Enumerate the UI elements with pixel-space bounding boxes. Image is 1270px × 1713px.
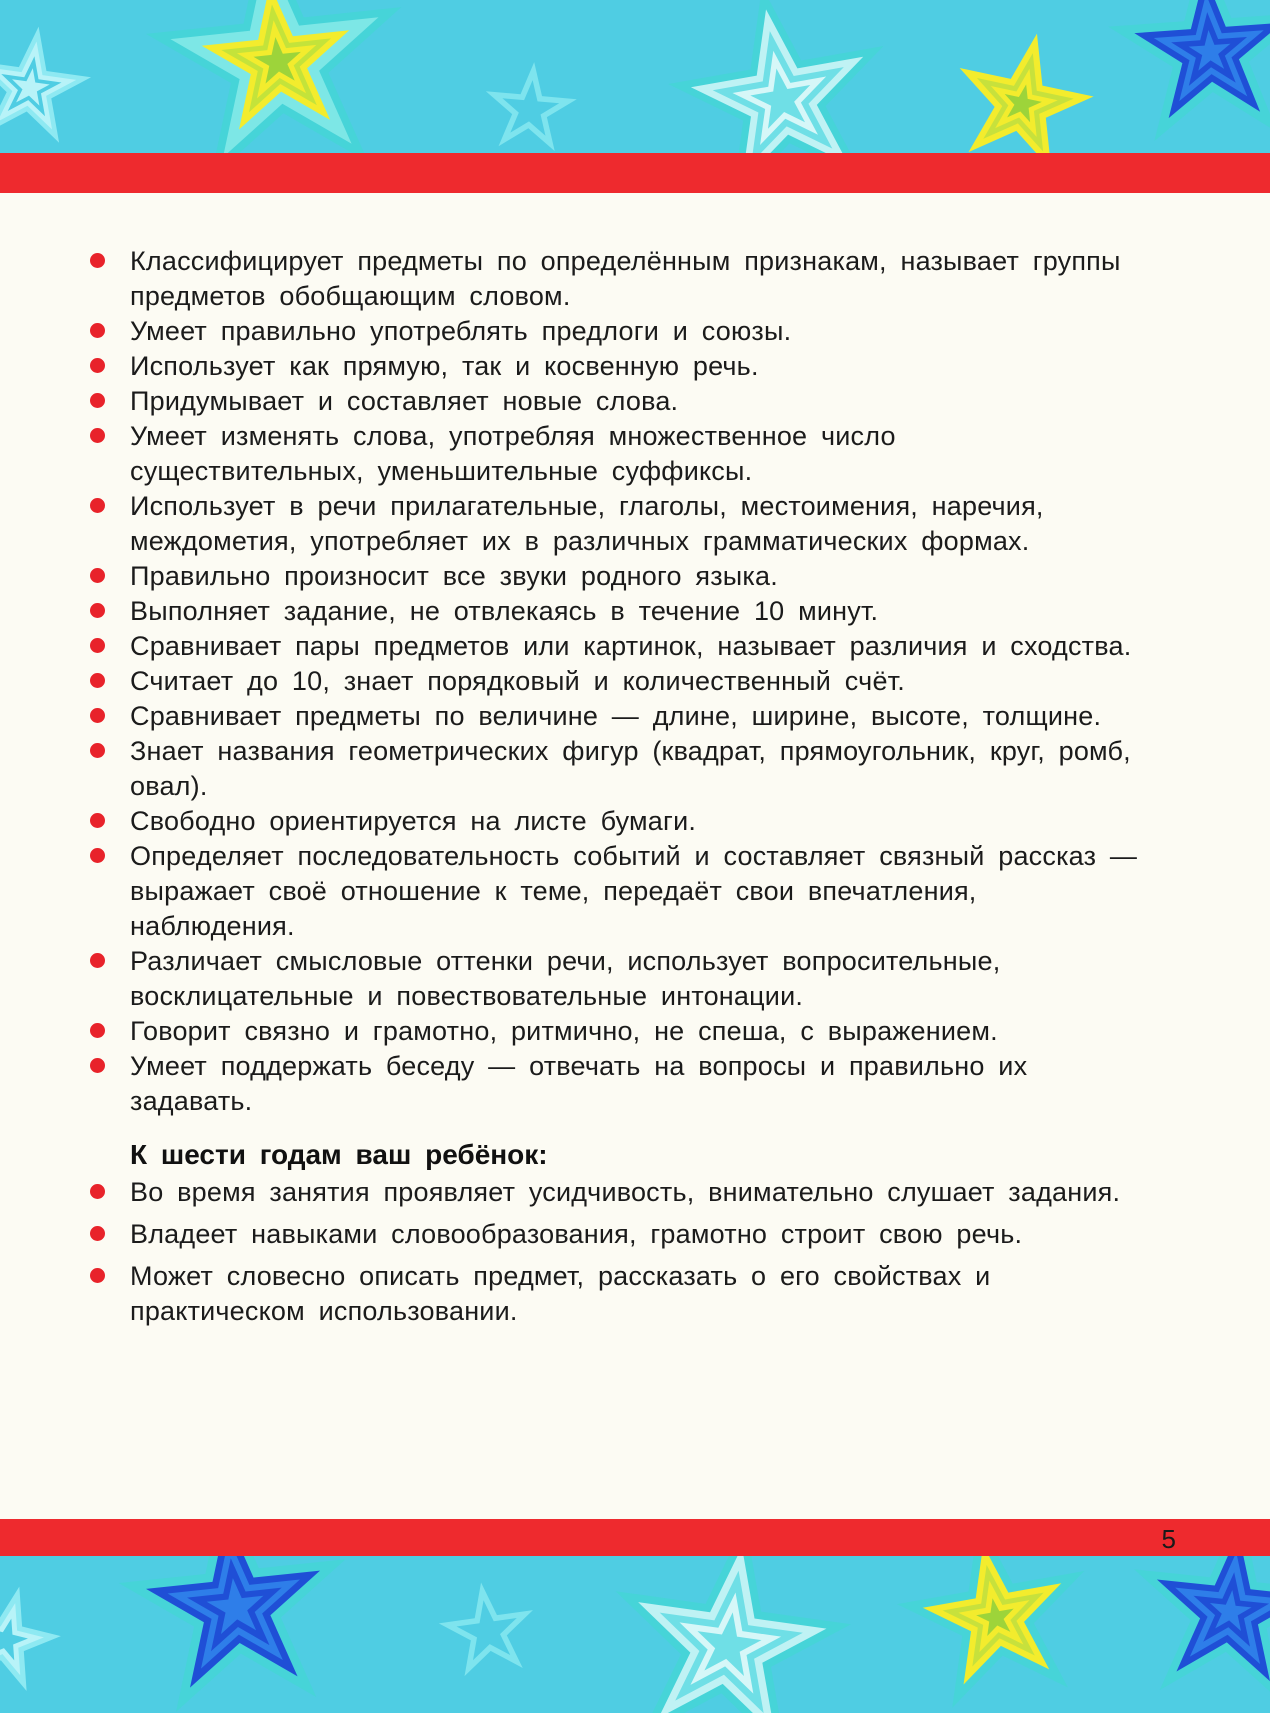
bullet-icon — [90, 1184, 105, 1199]
list-item: Придумывает и составляет новые слова. — [90, 384, 1140, 419]
bullet-icon — [90, 1058, 105, 1073]
six-years-list — [90, 1175, 1140, 1329]
star-icon — [885, 1556, 1104, 1713]
star-icon — [0, 1574, 70, 1696]
bottom-stars — [0, 1556, 1270, 1713]
bullet-icon — [90, 1226, 105, 1241]
list-item: Использует как прямую, так и косвенную речь. — [90, 349, 1140, 384]
list-item: Владеет навыками словообразования, грамотно строит свою речь. — [90, 1217, 1140, 1252]
list-item: Во время занятия проявляет усидчивость, внимательно слушает задания. — [90, 1175, 1140, 1210]
bullet-icon — [90, 953, 105, 968]
star-icon — [1122, 1556, 1270, 1707]
list-item: Умеет изменять слова, употребляя множественное число существительных, уменьшительные суффиксы. — [90, 419, 1140, 489]
bullet-icon — [90, 253, 105, 268]
list-item: Различает смысловые оттенки речи, использует вопросительные, восклицательные и повествовательные интонации. — [90, 944, 1140, 1014]
list-item: Свободно ориентируется на листе бумаги. — [90, 804, 1140, 839]
star-icon — [481, 58, 580, 152]
star-icon — [654, 0, 906, 156]
top-star-band — [0, 0, 1270, 156]
section-heading: К шести годам ваш ребёнок: — [130, 1139, 548, 1170]
bullet-icon — [90, 568, 105, 583]
star-icon — [136, 0, 417, 156]
list-item: Определяет последовательность событий и составляет связный рассказ — выражает своё отношение к теме, передаёт свои впечатления, наблюдения. — [90, 839, 1140, 944]
list-item: Сравнивает предметы по величине — длине, ширине, высоте, толщине. — [90, 699, 1140, 734]
bullet-icon — [90, 638, 105, 653]
list-item: Сравнивает пары предметов или картинок, называет различия и сходства. — [90, 629, 1140, 664]
list-item: Знает названия геометрических фигур (квадрат, прямоугольник, круг, ромб, овал). — [90, 734, 1140, 804]
page-number: 5 — [1161, 1524, 1176, 1554]
main-content — [90, 244, 1140, 1336]
list-item: Классифицирует предметы по определённым признакам, называет группы предметов обобщающим словом. — [90, 244, 1140, 314]
bullet-icon — [90, 603, 105, 618]
star-icon — [110, 1556, 360, 1713]
list-item: Умеет поддержать беседу — отвечать на вопросы и правильно их задавать. — [90, 1049, 1140, 1119]
list-item: Может словесно описать предмет, рассказать о его свойствах и практическом использовании. — [90, 1259, 1140, 1329]
star-icon — [1103, 0, 1270, 144]
bottom-red-stripe — [0, 1519, 1270, 1559]
list-item: Считает до 10, знает порядковый и количественный счёт. — [90, 664, 1140, 699]
list-item: Правильно произносит все звуки родного языка. — [90, 559, 1140, 594]
skills-list — [90, 244, 1140, 1119]
top-red-stripe — [0, 153, 1270, 193]
star-icon — [943, 19, 1104, 156]
bullet-icon — [90, 498, 105, 513]
bullet-icon — [90, 673, 105, 688]
list-item: Говорит связно и грамотно, ритмично, не спеша, с выражением. — [90, 1014, 1140, 1049]
star-icon — [596, 1556, 863, 1713]
bullet-icon — [90, 1268, 105, 1283]
bullet-icon — [90, 743, 105, 758]
bullet-icon — [90, 1023, 105, 1038]
bullet-icon — [90, 848, 105, 863]
bottom-star-band — [0, 1556, 1270, 1713]
star-icon — [0, 18, 97, 145]
bullet-icon — [90, 708, 105, 723]
list-item: Умеет правильно употреблять предлоги и союзы. — [90, 314, 1140, 349]
top-stars — [0, 0, 1270, 156]
bullet-icon — [90, 428, 105, 443]
bullet-icon — [90, 393, 105, 408]
bullet-icon — [90, 813, 105, 828]
list-item: Использует в речи прилагательные, глаголы, местоимения, наречия, междометия, употребляет их в различных грамматических формах. — [90, 489, 1140, 559]
bullet-icon — [90, 358, 105, 373]
bullet-icon — [90, 323, 105, 338]
list-item: Выполняет задание, не отвлекаясь в течение 10 минут. — [90, 594, 1140, 629]
star-icon — [434, 1576, 541, 1679]
